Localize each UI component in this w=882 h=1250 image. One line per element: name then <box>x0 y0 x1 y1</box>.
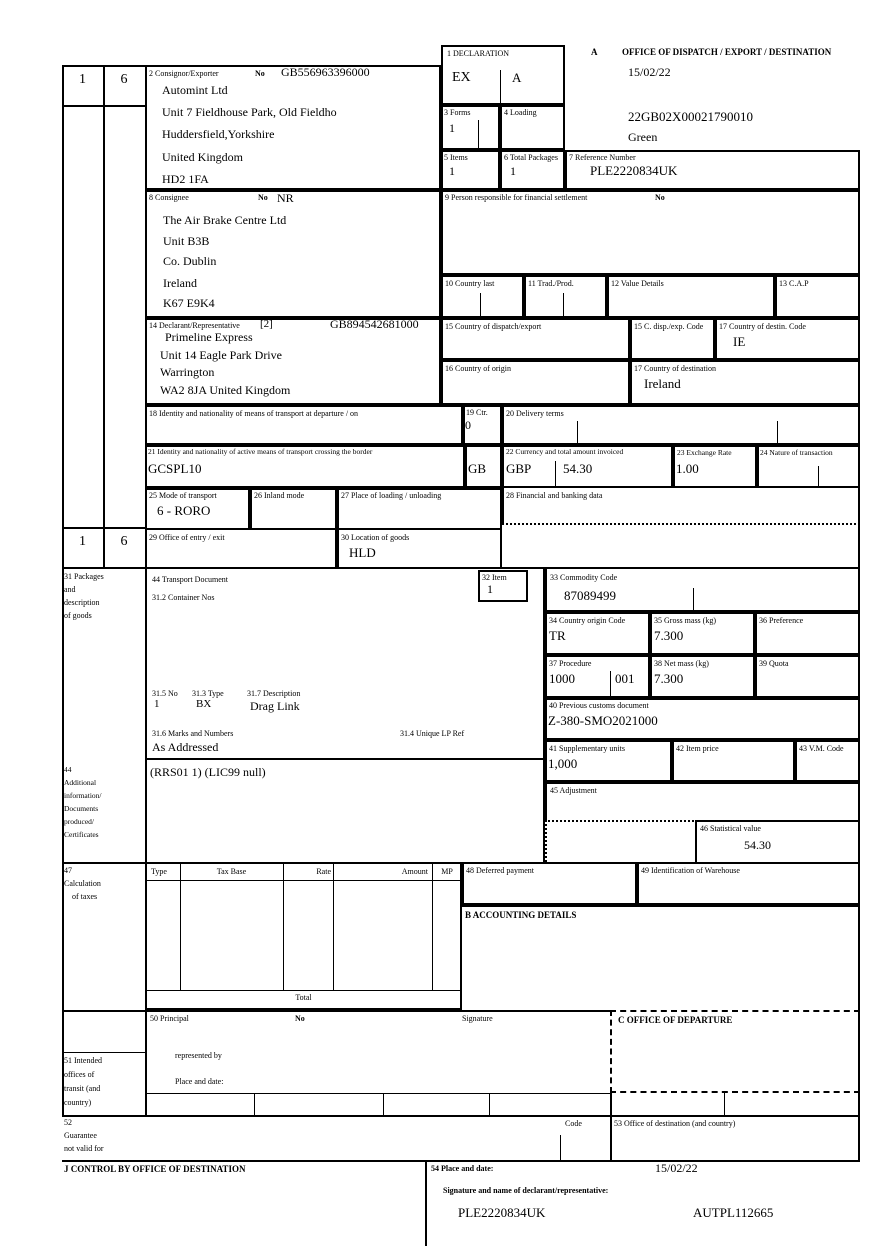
box-12-label: 12 Value Details <box>611 279 664 288</box>
marks-numbers: As Addressed <box>152 740 219 754</box>
tax-col-rate: Rate <box>316 867 331 876</box>
divider <box>145 880 462 881</box>
invoice-amount: 54.30 <box>563 461 593 476</box>
box-44-side-label: 44 <box>64 765 72 774</box>
tax-col-type: Type <box>151 867 167 876</box>
section-a-letter: A <box>591 47 598 57</box>
principal-section-top-divider <box>62 1010 610 1012</box>
box-31-side-label: description <box>64 598 100 607</box>
box-51-side-label: offices of <box>64 1070 95 1079</box>
routing-value: Green <box>628 130 658 144</box>
section-c-title: C OFFICE OF DEPARTURE <box>618 1015 733 1025</box>
box-54-label: 54 Place and date: <box>431 1164 494 1173</box>
divider <box>610 1093 612 1115</box>
box-44-side-label: Documents <box>64 804 99 813</box>
box-50-no-label: No <box>295 1014 305 1023</box>
acceptance-date: 15/02/22 <box>628 65 671 79</box>
total-packages: 1 <box>510 164 516 178</box>
packages-count: 1 <box>154 698 160 710</box>
declarant-eori: GB894542681000 <box>330 317 419 331</box>
declaration-subtype: A <box>512 70 522 85</box>
box-31-side-label: 31 Packages <box>64 572 104 581</box>
box-4-label: 4 Loading <box>504 108 537 117</box>
consignor-name: Automint Ltd <box>162 83 228 97</box>
divider <box>180 862 181 990</box>
box-8-no-label: No <box>258 193 268 202</box>
copy-number-left-2: 1 <box>79 534 86 549</box>
box-2-label: 2 Consignor/Exporter <box>149 69 219 78</box>
box-1-label: 1 DECLARATION <box>447 49 509 58</box>
destination-country-code: IE <box>733 334 746 349</box>
additional-info-value: (RRS01 1) (LIC99 null) <box>150 765 266 779</box>
goods-description-label: 31.7 Description <box>247 689 301 698</box>
box-47-side-label: 47 <box>64 866 72 875</box>
divider <box>777 421 778 445</box>
copy-column-divider <box>103 65 105 567</box>
dotted-divider <box>545 820 697 822</box>
box-36-label: 36 Preference <box>759 616 804 625</box>
section-b-title: B ACCOUNTING DETAILS <box>465 910 577 920</box>
dotted-divider <box>545 820 547 862</box>
box-13-label: 13 C.A.P <box>779 279 809 288</box>
marks-numbers-label: 31.6 Marks and Numbers <box>152 729 234 738</box>
divider <box>563 293 564 318</box>
box-51-side-label: transit (and <box>64 1084 101 1093</box>
box-17-label: 17 Country of destination <box>634 364 716 373</box>
consignor-country: United Kingdom <box>162 150 243 164</box>
divider <box>425 1160 427 1246</box>
box-20-label: 20 Delivery terms <box>506 409 564 418</box>
container-nos-label: 31.2 Container Nos <box>152 593 215 602</box>
box-50-label: 50 Principal <box>150 1014 189 1023</box>
box-40-label: 40 Previous customs document <box>549 701 649 710</box>
transport-nationality: GB <box>468 461 487 476</box>
box-31-side-label: and <box>64 585 76 594</box>
divider <box>724 1093 725 1115</box>
previous-document: Z-380-SMO2021000 <box>548 713 658 728</box>
box-31-side-label: of goods <box>64 611 92 620</box>
box-28-label: 28 Financial and banking data <box>506 491 603 500</box>
declarant-postcode: WA2 8JA United Kingdom <box>160 383 291 397</box>
box-26-label: 26 Inland mode <box>254 491 305 500</box>
declarant-address-2: Warrington <box>160 365 215 379</box>
divider <box>62 105 145 107</box>
mode-of-transport: 6 - RORO <box>157 503 211 518</box>
section-a-title: OFFICE OF DISPATCH / EXPORT / DESTINATION <box>622 47 832 57</box>
box-25-label: 25 Mode of transport <box>149 491 217 500</box>
divider <box>254 1093 255 1115</box>
divider <box>432 862 433 990</box>
box-30-label: 30 Location of goods <box>341 533 410 542</box>
consignee-name: The Air Brake Centre Ltd <box>163 213 287 227</box>
section-c-dashed-border <box>610 1010 612 1093</box>
divider <box>62 65 145 67</box>
consignee-id: NR <box>277 191 294 205</box>
box-19-label: 19 Ctr. <box>466 408 488 417</box>
box-5-label: 5 Items <box>444 153 468 162</box>
divider <box>383 1093 384 1115</box>
ctr-value: 0 <box>465 418 471 432</box>
box-14-label: 14 Declarant/Representative <box>149 321 240 330</box>
box-43-label: 43 V.M. Code <box>799 744 844 753</box>
control-section-top-divider <box>62 1160 860 1162</box>
box-51-side-label: 51 Intended <box>64 1056 102 1065</box>
copy-number-right: 6 <box>120 72 128 87</box>
gross-mass: 7.300 <box>654 628 684 643</box>
box-53-label: 53 Office of destination (and country) <box>614 1119 736 1128</box>
declarant-signature-ref: PLE2220834UK <box>458 1205 546 1220</box>
tax-total-label: Total <box>295 993 312 1002</box>
box-22-label: 22 Currency and total amount invoiced <box>506 447 624 456</box>
box-6-label: 6 Total Packages <box>504 153 558 162</box>
consignor-address-2: Huddersfield,Yorkshire <box>162 127 275 141</box>
section-c-dashed-border <box>610 1010 860 1012</box>
section-c-dashed-border <box>610 1091 860 1093</box>
box-44-side-label: information/ <box>64 791 102 800</box>
box-29-label: 29 Office of entry / exit <box>149 533 225 542</box>
forms-count: 1 <box>449 121 455 135</box>
exchange-rate: 1.00 <box>676 461 699 476</box>
box-33-label: 33 Commodity Code <box>550 573 618 582</box>
dotted-divider <box>502 523 860 525</box>
origin-country-code: TR <box>549 628 566 643</box>
box-9-no-label: No <box>655 193 665 202</box>
box-47-side-label: of taxes <box>72 892 98 901</box>
transport-document-label: 44 Transport Document <box>152 575 228 584</box>
box-32-label: 32 Item <box>482 573 507 582</box>
box-9-financial-settlement <box>441 190 860 275</box>
movement-reference-number: 22GB02X00021790010 <box>628 109 753 124</box>
box-48-label: 48 Deferred payment <box>466 866 534 875</box>
box-37-label: 37 Procedure <box>549 659 592 668</box>
box-24-label: 24 Nature of transaction <box>760 448 833 457</box>
box-34-label: 34 Country origin Code <box>549 616 626 625</box>
box-2-no-label: No <box>255 69 265 78</box>
copy-number-left: 1 <box>79 72 86 87</box>
divider <box>560 1135 561 1160</box>
box-17c-label: 17 Country of destin. Code <box>719 322 806 331</box>
divider <box>478 120 479 148</box>
divider <box>610 671 611 696</box>
consignor-postcode: HD2 1FA <box>162 172 209 186</box>
divider <box>577 421 578 445</box>
box-9-label: 9 Person responsible for financial settlement <box>445 193 588 202</box>
place-and-date-label: Place and date: <box>175 1077 224 1086</box>
box-39-label: 39 Quota <box>759 659 789 668</box>
net-mass: 7.300 <box>654 671 684 686</box>
box-51-side-label: country) <box>64 1098 92 1107</box>
divider <box>145 1093 610 1094</box>
box-47-side-label: Calculation <box>64 879 101 888</box>
commodity-code: 87089499 <box>564 588 616 603</box>
box-44-side-label: Certificates <box>64 830 99 839</box>
divider <box>62 1052 145 1053</box>
box-23-label: 23 Exchange Rate <box>677 448 732 457</box>
invoice-currency: GBP <box>506 461 532 476</box>
box-42-label: 42 Item price <box>676 744 719 753</box>
divider <box>283 862 284 990</box>
statistical-value: 54.30 <box>744 838 771 852</box>
box-35-label: 35 Gross mass (kg) <box>654 616 716 625</box>
items-count: 1 <box>449 164 455 178</box>
authorisation-number: AUTPL112665 <box>693 1205 774 1220</box>
box-15c-label: 15 C. disp./exp. Code <box>634 322 704 331</box>
consignee-address-1: Unit B3B <box>163 234 210 248</box>
divider <box>145 990 462 991</box>
box-7-label: 7 Reference Number <box>569 153 636 162</box>
box-15-label: 15 Country of dispatch/export <box>445 322 542 331</box>
divider <box>555 461 556 488</box>
signature-name-label: Signature and name of declarant/representative: <box>443 1186 609 1195</box>
declaration-date: 15/02/22 <box>655 1161 698 1175</box>
packages-type-label: 31.3 Type <box>192 689 224 698</box>
box-11-label: 11 Trad./Prod. <box>528 279 574 288</box>
consignor-address-1: Unit 7 Fieldhouse Park, Old Fieldho <box>162 105 337 119</box>
box-38-label: 38 Net mass (kg) <box>654 659 709 668</box>
box-18-label: 18 Identity and nationality of means of transport at departure / on <box>149 409 359 418</box>
box-44-side-label: Additional <box>64 778 97 787</box>
tax-col-taxbase: Tax Base <box>216 867 247 876</box>
box-21-label: 21 Identity and nationality of active means of transport crossing the border <box>148 447 373 456</box>
copy-number-right-2: 6 <box>120 534 128 549</box>
declarant-name: Primeline Express <box>165 330 253 344</box>
box-49-label: 49 Identification of Warehouse <box>641 866 740 875</box>
box-50-signature-label: Signature <box>462 1014 493 1023</box>
box-8-label: 8 Consignee <box>149 193 189 202</box>
goods-location-code: HLD <box>349 545 376 560</box>
divider <box>693 588 694 612</box>
unique-lp-ref-label: 31.4 Unique LP Ref <box>400 729 465 738</box>
box-41-label: 41 Supplementary units <box>549 744 625 753</box>
consignee-postcode: K67 E9K4 <box>163 296 215 310</box>
guarantee-code-label: Code <box>565 1119 582 1128</box>
guarantee-row-top-divider <box>62 1115 860 1117</box>
divider <box>500 70 501 105</box>
divider <box>610 1115 612 1160</box>
box-10-label: 10 Country last <box>445 279 495 288</box>
consignee-address-2: Co. Dublin <box>163 254 217 268</box>
declarant-address-1: Unit 14 Eagle Park Drive <box>160 348 282 362</box>
box-47-tax-table <box>145 862 462 1010</box>
supplementary-units: 1,000 <box>548 756 578 771</box>
represented-by-label: represented by <box>175 1051 222 1060</box>
destination-country: Ireland <box>644 376 681 391</box>
box-44-side-label: produced/ <box>64 817 94 826</box>
procedure-code-2: 001 <box>615 671 635 686</box>
divider <box>462 905 860 907</box>
box-27-label: 27 Place of loading / unloading <box>341 491 442 500</box>
declaration-type: EX <box>452 70 471 85</box>
box-52-side-label: 52 <box>64 1118 72 1127</box>
consignee-country: Ireland <box>163 276 197 290</box>
divider <box>480 293 481 318</box>
goods-description: Drag Link <box>250 699 300 713</box>
box-52-side-label: not valid for <box>64 1144 104 1153</box>
box-3-label: 3 Forms <box>444 108 471 117</box>
box-45-label: 45 Adjustment <box>550 786 597 795</box>
box-52-side-label: Guarantee <box>64 1131 97 1140</box>
divider <box>62 527 145 529</box>
packages-type: BX <box>196 698 212 710</box>
declarant-ref-code: [2] <box>260 318 273 330</box>
tax-col-amount: Amount <box>401 867 428 876</box>
box-46-label: 46 Statistical value <box>700 824 761 833</box>
divider <box>502 488 504 523</box>
divider <box>333 862 334 990</box>
item-number: 1 <box>487 582 493 596</box>
procedure-code: 1000 <box>549 671 575 686</box>
section-j-title: J CONTROL BY OFFICE OF DESTINATION <box>64 1164 246 1174</box>
packages-no-label: 31.5 No <box>152 689 178 698</box>
consignor-eori: GB556963396000 <box>281 65 370 79</box>
reference-number: PLE2220834UK <box>590 163 678 178</box>
divider <box>489 1093 490 1115</box>
box-16-label: 16 Country of origin <box>445 364 511 373</box>
tax-col-mp: MP <box>441 867 453 876</box>
divider <box>818 466 819 488</box>
transport-identity: GCSPL10 <box>148 461 202 476</box>
